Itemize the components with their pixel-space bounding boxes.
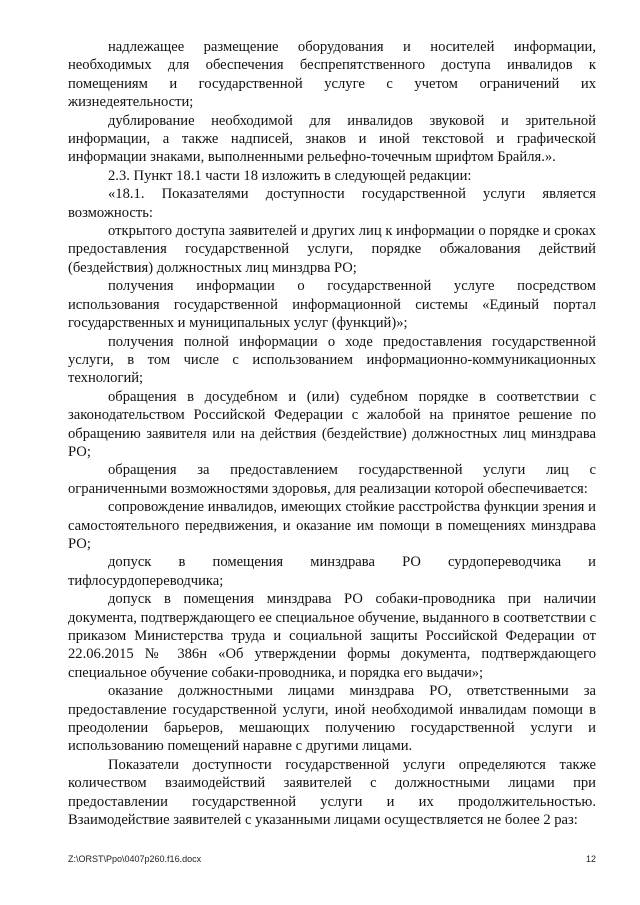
paragraph-equipment-placement: надлежащее размещение оборудования и носителей информации, необходимых для обеспечения беспрепятственного доступа инвалидов к помещениям и государственной услуге с учетом ограничений их жизнедеятельности; [68,39,596,111]
document-body [68,38,596,829]
page-number: 12 [585,854,596,864]
paragraph-progress-info: получения полной информации о ходе предоставления государственной услуги, в том числе с использованием информационно-коммуникационных технологий; [68,333,596,387]
paragraph-duplication-braille: дублирование необходимой для инвалидов звуковой и зрительной информации, а также надписей, знаков и иной текстовой и графической информации знаками, выполненными рельефно-точечным шрифтом Брайля.». [68,112,596,166]
paragraph-accessibility-indicators: Показатели доступности государственной услуги определяются также количеством взаимодействий заявителей с должностными лицами при предоставлении государственной услуги и их продолжительностью. Взаимодействие заявителей с указанными лицами осуществляется не более 2 раз: [68,756,596,829]
paragraph-point-2-3: 2.3. Пункт 18.1 части 18 изложить в следующей редакции: [108,167,472,184]
paragraph-officials-help: оказание должностными лицами минздрава РО, ответственными за предоставление государственной услуги, иной необходимой инвалидам помощи в преодолении барьеров, мешающих получению государственной услуги и использованию помещений наравне с другими лицами. [68,683,596,755]
paragraph-escort: сопровождение инвалидов, имеющих стойкие расстройства функции зрения и самостоятельного передвижения, и оказание им помощи в помещениях минздрава РО; [68,499,596,552]
footer-file-path: Z:\ORST\Ppo\0407p260.f16.docx [68,854,202,864]
paragraph-open-access: открытого доступа заявителей и других лиц к информации о порядке и сроках предоставления государственной услуги, порядке обжалования действий (бездействия) должностных лиц минздрва РО; [68,223,596,276]
paragraph-disabled-access: обращения за предоставлением государственной услуги лиц с ограниченными возможностями здоровья, для реализации которой обеспечивается: [68,462,596,497]
paragraph-appeal: обращения в досудебном и (или) судебном порядке в соответствии с законодательством Российской Федерации с жалобой на принятое решение по обращению заявителя или на действия (бездействие) должностных лиц минздрава РО; [68,388,596,460]
paragraph-guide-dog: допуск в помещения минздрава РО собаки-проводника при наличии документа, подтверждающего ее специальное обучение, выданного в соответствии с приказом Министерства труда и социальной защиты Российской Федерации от 22.06.2015 № 386н «Об утверждении формы документа, подтверждающего специальное обучение собаки-проводника, и порядка его выдачи»; [68,591,596,681]
paragraph-portal-info: получения информации о государственной услуге посредством использования государственной информационной системы «Единый портал государственных и муниципальных услуг (функций)»; [68,278,596,332]
paragraph-18-1-header: «18.1. Показателями доступности государственной услуги является возможность: [68,186,596,221]
paragraph-sign-interpreter: допуск в помещения минздрава РО сурдопереводчика и тифлосурдопереводчика; [68,554,596,589]
